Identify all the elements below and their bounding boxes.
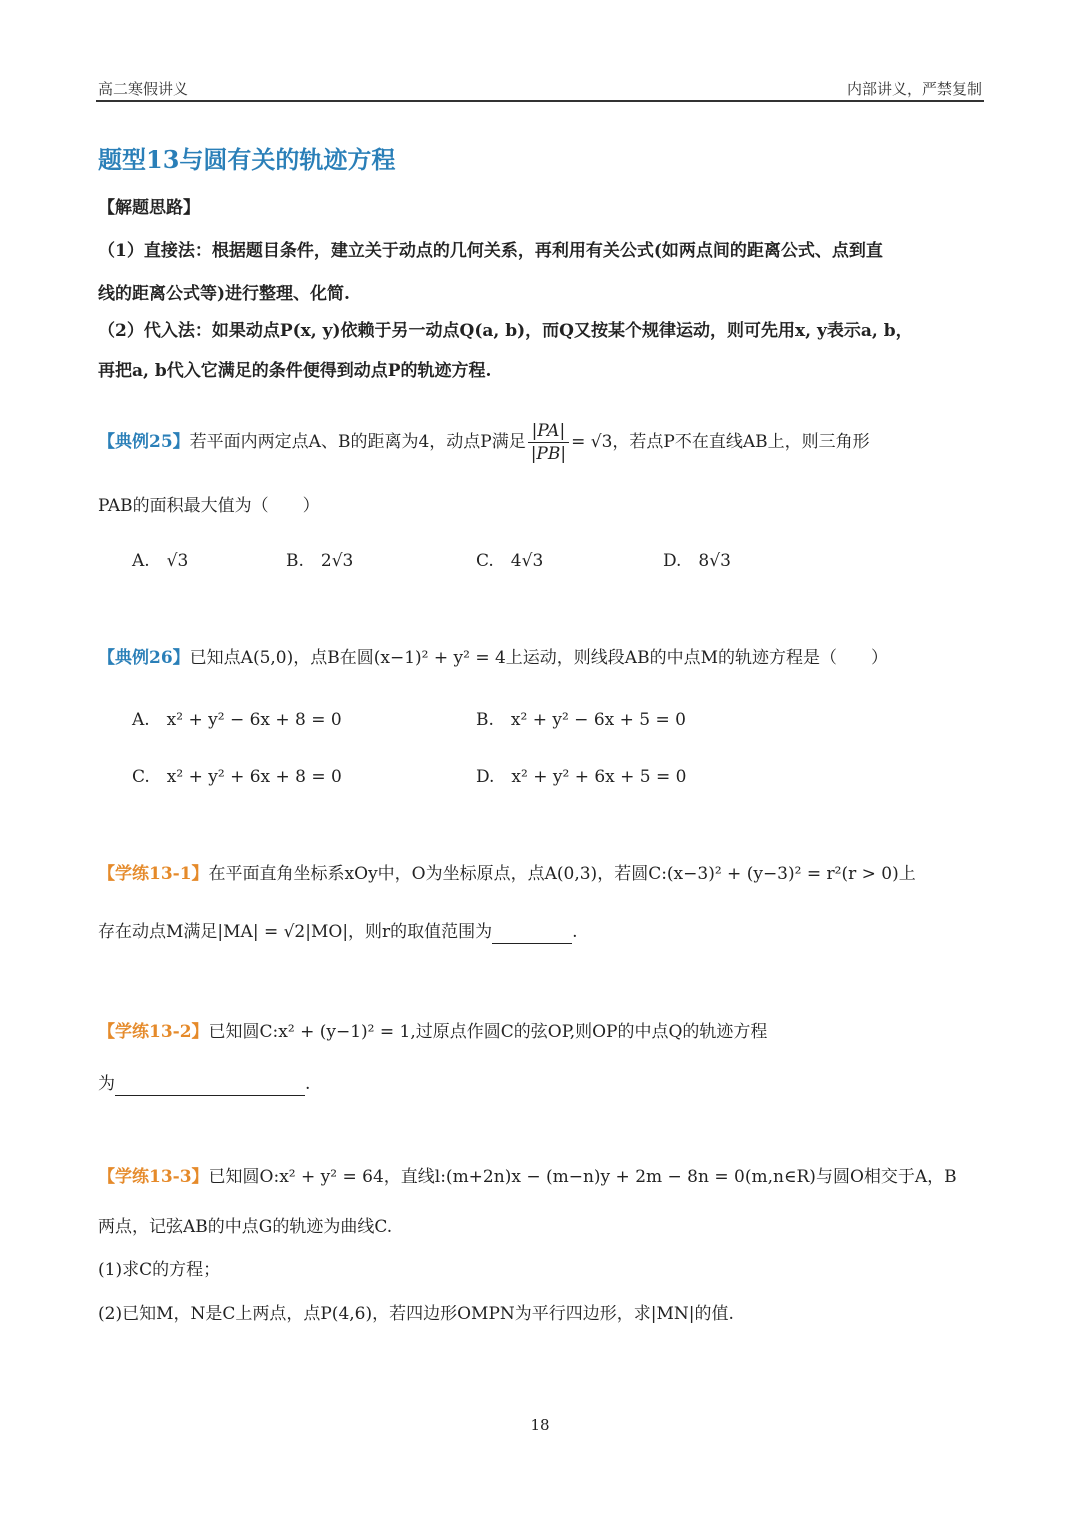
approach-direct-line2: 线的距离公式等)进行整理、化简.: [98, 284, 350, 304]
practice2-tag: 【学练13-2】: [98, 1022, 209, 1042]
example25-text: 若平面内两定点A、B的距离为4，动点P满足: [189, 432, 526, 452]
page-number: 18: [530, 1416, 550, 1434]
practice3-question1: (1)求C的方程；: [98, 1260, 221, 1280]
header-left: 高二寒假讲义: [98, 80, 189, 98]
practice1-line2: [98, 920, 578, 944]
practice2-line2: [98, 1072, 310, 1096]
practice3-tag: 【学练13-3】: [98, 1167, 209, 1187]
example26-line: [98, 646, 888, 670]
practice3-line2: 两点，记弦AB的中点G的轨迹为曲线C.: [98, 1217, 393, 1237]
example26-text: 已知点A(5,0)，点B在圆(x−1)² + y² = 4上运动，则线段AB的中点M的轨迹方程是（ ）: [189, 648, 888, 668]
fraction-numerator: |PA|: [528, 420, 569, 443]
example26-option-d[interactable]: D. x² + y² + 6x + 5 = 0: [476, 767, 687, 787]
approach-heading: 【解题思路】: [98, 198, 200, 218]
practice1-text2: 存在动点M满足|MA| = √2|MO|，则r的取值范围为: [98, 922, 493, 942]
approach-direct-line1: （1）直接法：根据题目条件，建立关于动点的几何关系，再利用有关公式(如两点间的距离公式、点到直: [98, 241, 883, 261]
practice2-answer-blank[interactable]: [115, 1075, 305, 1096]
example26-tag: 【典例26】: [98, 648, 190, 668]
example26-option-b[interactable]: B. x² + y² − 6x + 5 = 0: [476, 710, 686, 730]
example25-tag: 【典例25】: [98, 432, 190, 452]
example25-option-a[interactable]: A. √3: [132, 551, 189, 571]
header-divider: [96, 100, 984, 102]
fraction-denominator: |PB|: [530, 444, 567, 464]
approach-substitution-line1: （2）代入法：如果动点P(x, y)依赖于另一动点Q(a, b)，而Q又按某个规律运动，则可先用x, y表示a, b，: [98, 321, 913, 341]
practice1-text: 在平面直角坐标系xOy中，O为坐标原点，点A(0,3)，若圆C:(x−3)² + (y−3)² = r²(r > 0)上: [208, 864, 916, 884]
approach-substitution-line2: 再把a, b代入它满足的条件便得到动点P的轨迹方程.: [98, 361, 492, 381]
practice1-end: .: [572, 922, 578, 942]
example25-option-b[interactable]: B. 2√3: [286, 551, 354, 571]
example25-option-c[interactable]: C. 4√3: [476, 551, 544, 571]
practice3-text: 已知圆O:x² + y² = 64，直线l:(m+2n)x − (m−n)y + 2m − 8n = 0(m,n∈R)与圆O相交于A，B: [208, 1167, 957, 1187]
example25-line2: PAB的面积最大值为（ ）: [98, 496, 320, 516]
example26-option-a[interactable]: A. x² + y² − 6x + 8 = 0: [132, 710, 342, 730]
example26-option-c[interactable]: C. x² + y² + 6x + 8 = 0: [132, 767, 342, 787]
example25-line1: [98, 418, 870, 466]
practice2-text: 已知圆C:x² + (y−1)² = 1,过原点作圆C的弦OP,则OP的中点Q的轨迹方程: [208, 1022, 768, 1042]
practice3-line1: [98, 1165, 957, 1189]
practice3-question2: (2)已知M，N是C上两点，点P(4,6)，若四边形OMPN为平行四边形，求|MN|的值.: [98, 1304, 734, 1324]
practice1-answer-blank[interactable]: [492, 923, 572, 944]
example25-text-after: ，若点P不在直线AB上，则三角形: [612, 432, 870, 452]
practice2-line1: [98, 1020, 767, 1044]
section-title: 题型13与圆有关的轨迹方程: [98, 145, 396, 174]
example25-eq: = √3: [571, 432, 613, 452]
example25-option-d[interactable]: D. 8√3: [663, 551, 731, 571]
practice1-line1: [98, 862, 916, 886]
practice1-tag: 【学练13-1】: [98, 864, 209, 884]
practice2-end: .: [305, 1074, 311, 1094]
example25-fraction: [528, 420, 569, 465]
header-right: 内部讲义，严禁复制: [846, 80, 982, 98]
practice2-text2: 为: [98, 1074, 115, 1094]
